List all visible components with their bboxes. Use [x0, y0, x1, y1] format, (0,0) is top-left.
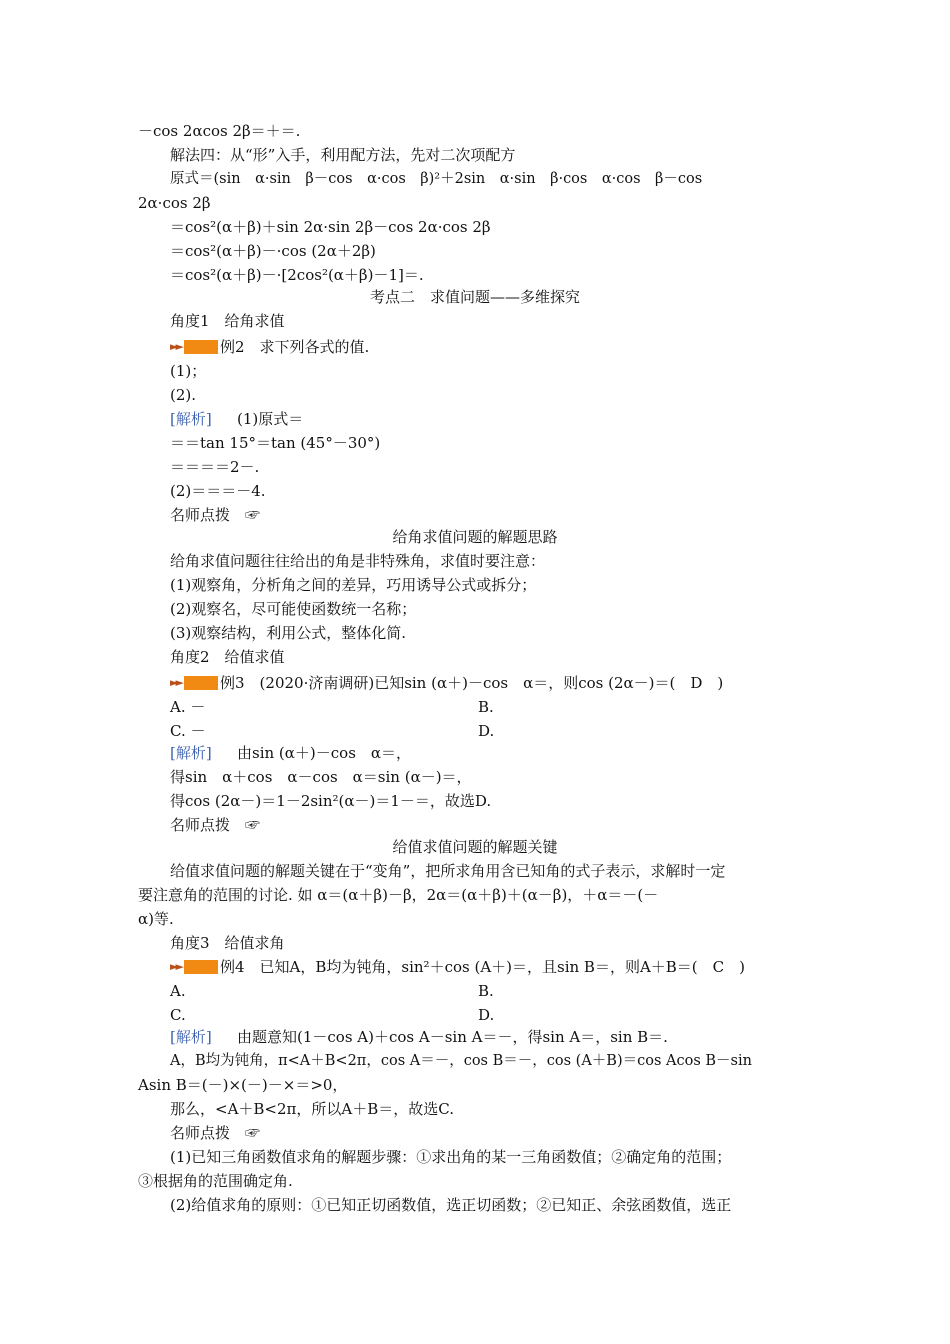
option-c: C. — [170, 1006, 186, 1024]
option-row — [0, 720, 950, 742]
text-line: 给值求值问题的解题关键在于“变角”，把所求角用含已知角的式子表示，求解时一定 — [170, 862, 726, 880]
analysis-line: [解析] (1)原式＝ — [170, 410, 304, 428]
subsection-heading: 角度2 给值求值 — [170, 648, 285, 666]
analysis-tag: [解析] — [170, 410, 212, 428]
text-line: (1)已知三角函数值求角的解题步骤：①求出角的某一三角函数值；②确定角的范围； — [170, 1148, 732, 1166]
text-line: ③根据角的范围确定角. — [138, 1172, 293, 1190]
option-d: D. — [478, 722, 495, 740]
text-line: (1)观察角，分析角之间的差异，巧用诱导公式或拆分； — [170, 576, 537, 594]
text-line: ＝cos²(α＋β)－·cos (2α＋2β) — [170, 242, 376, 260]
option-c: C. － — [170, 722, 206, 740]
tip-heading: 名师点拨 ☞ — [170, 1124, 261, 1142]
text-line: 给角求值问题往往给出的角是非特殊角，求值时要注意： — [170, 552, 546, 570]
text-line: 要注意角的范围的讨论. 如 α＝(α＋β)－β，2α＝(α＋β)＋(α－β)，＋α＝－(－ — [138, 886, 659, 904]
subsection-heading: 角度3 给值求角 — [170, 934, 285, 952]
analysis-line: [解析] 由sin (α＋)－cos α＝， — [170, 744, 412, 762]
text-line: 得sin α＋cos α－cos α＝sin (α－)＝， — [170, 768, 472, 786]
text-line: ＝cos²(α＋β)＋sin 2α·sin 2β－cos 2α·cos 2β — [170, 218, 491, 236]
text-line: ＝＝＝＝2－. — [170, 458, 260, 476]
example-marker-icon: ►► — [170, 339, 220, 355]
text-line: 原式＝(sin α·sin β－cos α·cos β)²＋2sin α·sin β·cos α·cos β－cos — [170, 171, 703, 187]
option-b: B. — [478, 982, 494, 1000]
example-line: ►► 例3 (2020·济南调研)已知sin (α＋)－cos α＝，则cos (2α－)＝( D ) — [170, 674, 724, 692]
text-line: A，B均为钝角，π<A＋B<2π，cos A＝－，cos B＝－，cos (A＋B)＝cos Acos B－sin — [170, 1053, 752, 1069]
text-line: Asin B＝(－)×(－)－×＝>0， — [138, 1076, 348, 1094]
analysis-tag: [解析] — [170, 744, 212, 762]
option-row — [0, 1004, 950, 1026]
tip-heading: 名师点拨 ☞ — [170, 816, 261, 834]
tip-title: 给角求值问题的解题思路 — [392, 528, 558, 546]
analysis-tag: [解析] — [170, 1028, 212, 1046]
text-line: (2)给值求角的原则：①已知正切函数值，选正切函数；②已知正、余弦函数值，选正 — [170, 1196, 732, 1214]
analysis-line: [解析] 由题意知(1－cos A)＋cos A－sin A＝－，得sin A＝，sin B＝. — [170, 1028, 668, 1046]
text-line: α)等. — [138, 910, 174, 928]
text-line: 2α·cos 2β — [138, 194, 211, 212]
tip-heading: 名师点拨 ☞ — [170, 506, 261, 524]
option-a: A. － — [170, 698, 206, 716]
example-marker-icon: ►► — [170, 959, 220, 975]
text-line: －cos 2αcos 2β＝＋＝. — [138, 122, 301, 140]
option-d: D. — [478, 1006, 495, 1024]
text-line: 得cos (2α－)＝1－2sin²(α－)＝1－＝，故选D. — [170, 792, 492, 810]
text-line: 解法四：从“形”入手，利用配方法，先对二次项配方 — [170, 146, 516, 164]
option-row — [0, 696, 950, 718]
subsection-heading: 角度1 给角求值 — [170, 312, 285, 330]
section-heading: 考点二 求值问题——多维探究 — [369, 288, 580, 306]
text-line: ＝cos²(α＋β)－·[2cos²(α＋β)－1]＝. — [170, 266, 424, 284]
option-b: B. — [478, 698, 494, 716]
text-line: ＝＝tan 15°＝tan (45°－30°) — [170, 434, 381, 452]
text-line: (1)； — [170, 362, 207, 380]
text-line: (2)观察名，尽可能使函数统一名称； — [170, 600, 417, 618]
example-line: ►► 例2 求下列各式的值. — [170, 338, 370, 356]
text-line: (3)观察结构，利用公式，整体化简. — [170, 624, 407, 642]
option-a: A. — [170, 982, 186, 1000]
text-line: 那么，<A＋B<2π，所以A＋B＝，故选C. — [170, 1100, 454, 1118]
example-marker-icon: ►► — [170, 675, 220, 691]
tip-title: 给值求值问题的解题关键 — [392, 838, 558, 856]
text-line: (2)＝＝＝－4. — [170, 482, 266, 500]
example-line: ►► 例4 已知A，B均为钝角，sin²＋cos (A＋)＝，且sin B＝，则A＋B＝( C ) — [170, 958, 745, 976]
text-line: (2). — [170, 386, 197, 404]
option-row — [0, 980, 950, 1002]
